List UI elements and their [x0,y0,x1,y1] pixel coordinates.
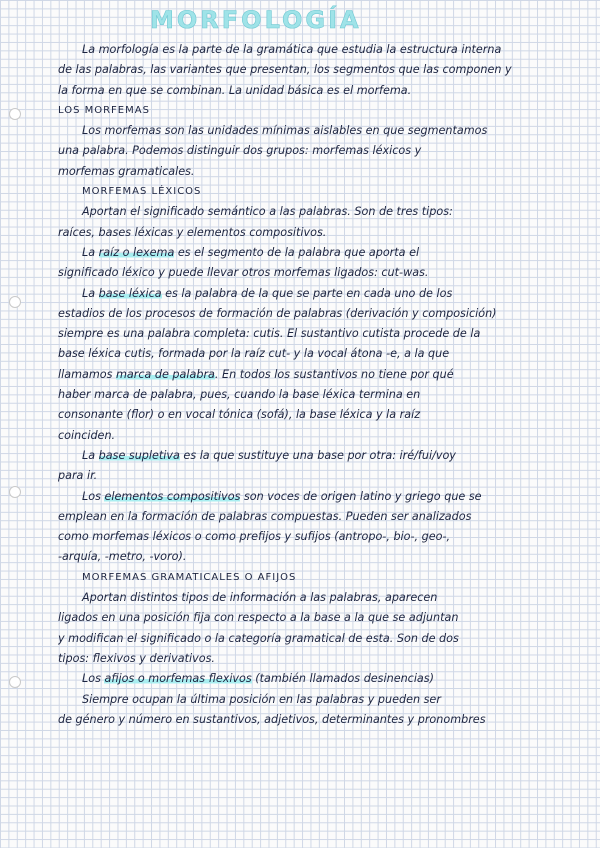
text-line [58,446,594,466]
text-line [58,344,594,364]
text-segment: la forma en que se combinan. La unidad básica es el morfema. [58,83,412,97]
text-line [58,263,594,283]
text-segment: es el segmento de la palabra que aporta el [174,245,420,259]
text-segment: -arquía, -metro, -voro). [58,550,187,564]
text-line [58,81,594,101]
text-line [58,710,594,730]
text-segment: La morfología es la parte de la gramática que estudia la estructura interna [82,43,502,56]
highlighted-term: base supletiva [98,448,180,462]
text-segment: es la que sustituye una base por otra: iré/fui/voy [179,448,456,462]
text-segment: La [82,245,99,259]
text-line [58,121,594,141]
text-segment: Los [82,489,105,503]
text-line [58,141,594,161]
highlighted-term: marca de palabra [115,367,215,381]
text-line [58,304,594,324]
text-segment: La [82,448,99,462]
text-segment: tipos: flexivos y derivativos. [58,651,215,665]
page-title: MORFOLOGÍA [150,6,362,34]
text-segment: consonante (flor) o en vocal tónica (sofá), la base léxica y la raíz [58,408,421,422]
text-line [58,426,594,446]
text-line [58,690,594,710]
text-line [58,385,594,405]
text-segment: (también llamados desinencias) [251,672,434,686]
text-segment: y modifican el significado o la categoría gramatical de esta. Son de dos [58,631,459,645]
section-heading [58,182,594,202]
text-line [58,669,594,689]
text-line [58,649,594,669]
text-line [58,588,594,608]
text-line [58,162,594,182]
text-segment: estadios de los procesos de formación de palabras (derivación y composición) [58,306,497,320]
text-segment: significado léxico y puede llevar otros morfemas ligados: cut-was. [58,266,429,280]
text-segment: una palabra. Podemos distinguir dos grupos: morfemas léxicos y [58,144,422,158]
text-segment: de las palabras, las variantes que presentan, los segmentos que las componen y [58,63,512,77]
text-line [58,60,594,80]
text-line [58,547,594,567]
text-segment: MORFEMAS LÉXICOS [82,186,202,198]
text-line [58,487,594,507]
text-line [58,243,594,263]
section-heading [58,101,594,121]
text-segment: LOS MORFEMAS [58,104,150,116]
text-line [58,284,594,304]
highlighted-term: base léxica [98,286,162,300]
text-segment: coinciden. [58,428,116,442]
text-line [58,629,594,649]
text-segment: Aportan el significado semántico a las palabras. Son de tres tipos: [82,205,453,219]
text-segment: de género y número en sustantivos, adjetivos, determinantes y pronombres [58,712,486,726]
text-segment: como morfemas léxicos o como prefijos y sufijos (antropo-, bio-, geo-, [58,530,451,544]
text-line [58,608,594,628]
text-segment: La [82,286,99,300]
highlighted-term: raíz o lexema [98,245,175,259]
highlighted-term: afijos o morfemas flexivos [104,672,252,686]
text-segment: emplean en la formación de palabras compuestas. Pueden ser analizados [58,509,472,523]
binder-hole [9,108,21,120]
text-segment: MORFEMAS GRAMATICALES O AFIJOS [82,571,297,583]
text-segment: para ir. [58,469,98,483]
text-segment: . En todos los sustantivos no tiene por qué [214,367,454,381]
text-segment: Los morfemas son las unidades mínimas aislables en que segmentamos [82,124,488,138]
binder-hole [9,486,21,498]
binder-hole [9,296,21,308]
text-segment: siempre es una palabra completa: cutis. El sustantivo cutista procede de la [58,327,481,341]
text-segment: llamamos [58,367,116,381]
text-segment: ligados en una posición fija con respecto a la base a la que se adjuntan [58,611,459,625]
text-segment: Los [82,672,105,686]
binder-hole [9,676,21,688]
text-line [58,223,594,243]
text-segment: es la palabra de la que se parte en cada uno de los [161,286,453,300]
text-line [58,466,594,486]
section-heading [58,568,594,588]
notes-body [58,40,594,730]
text-line [58,405,594,425]
text-segment: son voces de origen latino y griego que se [240,489,482,503]
text-line [58,40,594,60]
text-line [58,527,594,547]
text-line [58,365,594,385]
text-segment: Aportan distintos tipos de información a las palabras, aparecen [82,591,438,605]
text-line [58,324,594,344]
text-line [58,507,594,527]
text-segment: morfemas gramaticales. [58,164,195,178]
text-segment: base léxica cutis, formada por la raíz cut- y la vocal átona -e, a la que [58,347,450,361]
text-segment: raíces, bases léxicas y elementos compositivos. [58,225,327,239]
text-segment: Siempre ocupan la última posición en las palabras y pueden ser [82,692,441,706]
text-segment: haber marca de palabra, pues, cuando la base léxica termina en [58,388,421,402]
highlighted-term: elementos compositivos [104,489,241,503]
text-line [58,202,594,222]
